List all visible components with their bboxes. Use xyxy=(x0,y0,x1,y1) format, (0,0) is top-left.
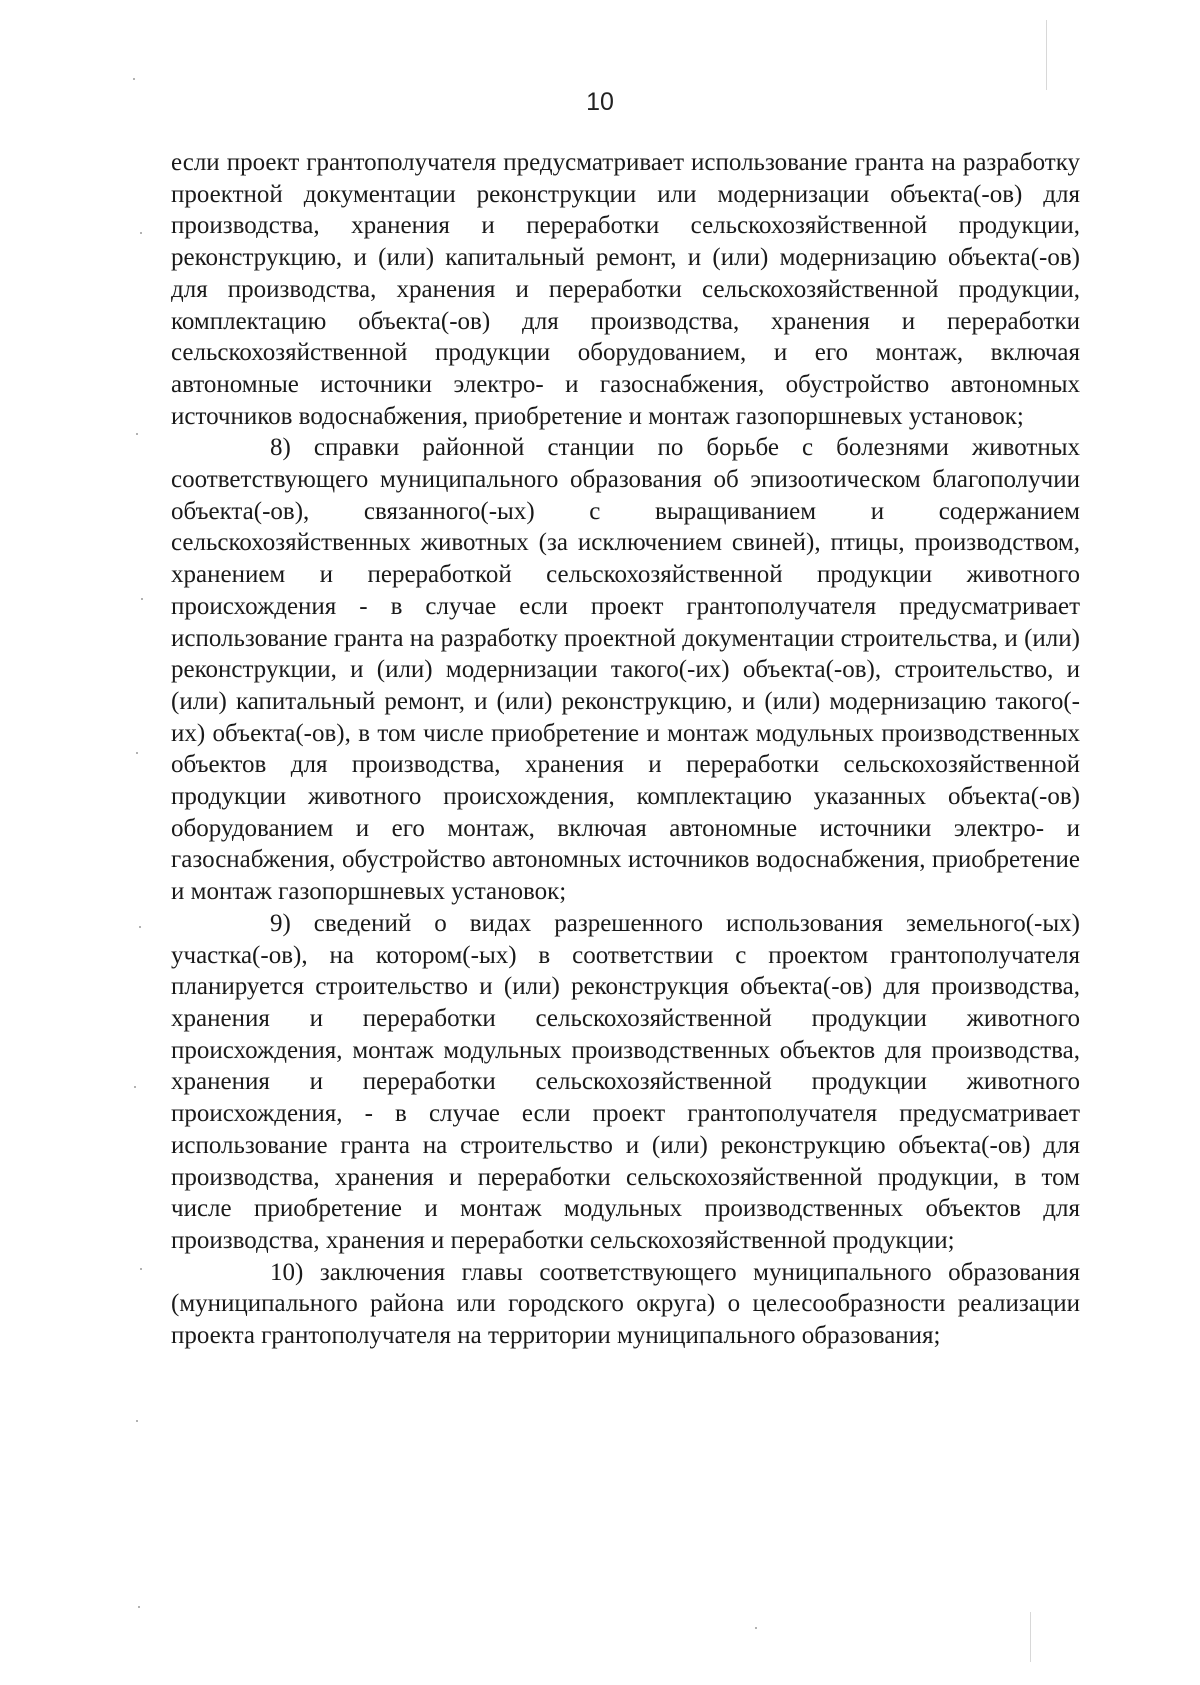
scan-speck xyxy=(136,752,138,754)
page-number: 10 xyxy=(586,88,614,116)
paragraph-item-10: 10) заключения главы соответствующего муниципального образования (муниципального района или городского округа) о целесообразности реализации проекта грантополучателя на территории муниципального образования; xyxy=(171,1258,1080,1350)
scan-speck xyxy=(134,1086,136,1088)
scan-speck xyxy=(141,598,143,600)
scan-edge-mark xyxy=(1046,20,1047,90)
scan-speck xyxy=(140,232,142,234)
scan-speck xyxy=(139,926,141,928)
scan-speck xyxy=(138,1606,140,1608)
scan-speck xyxy=(755,1627,757,1629)
scan-speck xyxy=(136,1420,138,1422)
paragraph-item-9: 9) сведений о видах разрешенного использования земельного(-ых) участка(-ов), на котором(-ых) в соответствии с проектом грантополучателя планируется строительство и (или) реконструкция объекта(-ов) для производства, хранения и переработки сельскохозяйственной продукции животного происхождения, монтаж модульных производственных объектов для производства, хранения и переработки сельскохозяйственной продукции животного происхождения, - в случае если проект грантополучателя предусматривает использование гранта на строительство и (или) реконструкцию объекта(-ов) для производства, хранения и переработки сельскохозяйственной продукции, в том числе приобретение и монтаж модульных производственных объектов для производства, хранения и переработки сельскохозяйственной продукции; xyxy=(171,909,1080,1254)
scan-edge-mark xyxy=(1030,1612,1031,1662)
scan-speck xyxy=(140,1268,142,1270)
scan-speck xyxy=(133,78,135,80)
paragraph-item-8: 8) справки районной станции по борьбе с болезнями животных соответствующего муниципального образования об эпизоотическом благополучии объекта(-ов), связанного(-ых) с выращиванием и содержанием сельскохозяйственных животных (за исключением свиней), птицы, производством, хранением и переработкой сельскохозяйственной продукции животного происхождения - в случае если проект грантополучателя предусматривает использование гранта на разработку проектной документации строительства, и (или) реконструкции, и (или) модернизации такого(-их) объекта(-ов), строительство, и (или) капитальный ремонт, и (или) реконструкцию, и (или) модернизацию такого(-их) объекта(-ов), в том числе приобретение и монтаж модульных производственных объектов для производства, хранения и переработки сельскохозяйственной продукции животного происхождения, комплектацию указанных объекта(-ов) оборудованием и его монтаж, включая автономные источники электро- и газоснабжения, обустройство автономных источников водоснабжения, приобретение и монтаж газопоршневых установок; xyxy=(171,434,1080,906)
document-body xyxy=(171,147,1080,1352)
paragraph-continuation: если проект грантополучателя предусматривает использование гранта на разработку проектной документации реконструкции или модернизации объекта(-ов) для производства, хранения и переработки сельскохозяйственной продукции, реконструкцию, и (или) капитальный ремонт, и (или) модернизацию объекта(-ов) для производства, хранения и переработки сельскохозяйственной продукции, комплектацию объекта(-ов) для производства, хранения и переработки сельскохозяйственной продукции оборудованием, и его монтаж, включая автономные источники электро- и газоснабжения, обустройство автономных источников водоснабжения, приобретение и монтаж газопоршневых установок; xyxy=(171,149,1080,430)
scan-speck xyxy=(136,433,138,435)
